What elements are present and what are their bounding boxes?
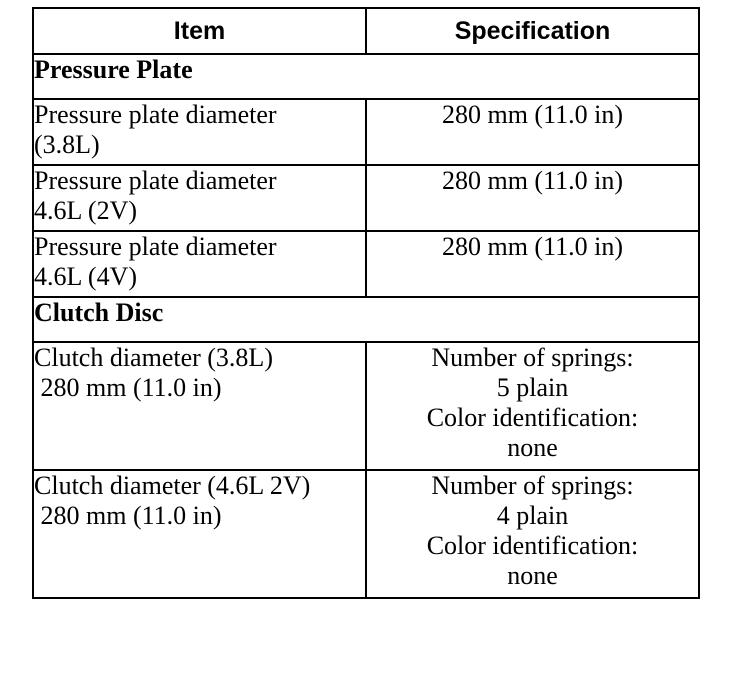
spec-text: Number of springs: bbox=[431, 471, 634, 500]
header-row bbox=[33, 8, 699, 54]
item-text: Pressure plate diameter bbox=[34, 166, 277, 195]
item-text: Pressure plate diameter bbox=[34, 232, 277, 261]
item-text: (3.8L) bbox=[34, 130, 100, 159]
section-row-pressure-plate bbox=[33, 54, 699, 99]
spec-text: Color identification: bbox=[426, 403, 639, 432]
spec-text: 4 plain bbox=[496, 501, 569, 530]
item-text: 280 mm (11.0 in) bbox=[34, 501, 222, 530]
table-row bbox=[33, 470, 699, 598]
item-text: 4.6L (4V) bbox=[34, 262, 138, 291]
item-text: Pressure plate diameter bbox=[34, 100, 277, 129]
spec-text: 280 mm (11.0 in) bbox=[441, 100, 624, 129]
item-cell bbox=[33, 99, 366, 165]
item-text: Clutch diameter (3.8L) bbox=[34, 343, 273, 372]
spec-text: Color identification: bbox=[426, 531, 639, 560]
section-title-clutch-disc: Clutch Disc bbox=[33, 297, 699, 342]
section-title-pressure-plate: Pressure Plate bbox=[33, 54, 699, 99]
item-text: 280 mm (11.0 in) bbox=[34, 373, 222, 402]
item-text: Clutch diameter (4.6L 2V) bbox=[34, 471, 311, 500]
table-row bbox=[33, 231, 699, 297]
item-cell bbox=[33, 165, 366, 231]
spec-cell bbox=[366, 470, 699, 598]
spec-text: 280 mm (11.0 in) bbox=[441, 232, 624, 261]
spec-text: 280 mm (11.0 in) bbox=[441, 166, 624, 195]
spec-cell bbox=[366, 342, 699, 470]
item-cell bbox=[33, 470, 366, 598]
section-row-clutch-disc bbox=[33, 297, 699, 342]
column-header-item: Item bbox=[33, 8, 366, 54]
column-header-specification: Specification bbox=[366, 8, 699, 54]
table-row bbox=[33, 165, 699, 231]
item-cell bbox=[33, 231, 366, 297]
spec-text: Number of springs: bbox=[431, 343, 634, 372]
specification-table bbox=[32, 7, 700, 599]
spec-text: 5 plain bbox=[496, 373, 569, 402]
table-row bbox=[33, 99, 699, 165]
spec-cell bbox=[366, 231, 699, 297]
spec-text: none bbox=[507, 433, 558, 462]
spec-cell bbox=[366, 165, 699, 231]
table-row bbox=[33, 342, 699, 470]
item-cell bbox=[33, 342, 366, 470]
item-text: 4.6L (2V) bbox=[34, 196, 138, 225]
spec-text: none bbox=[507, 561, 558, 590]
spec-cell bbox=[366, 99, 699, 165]
